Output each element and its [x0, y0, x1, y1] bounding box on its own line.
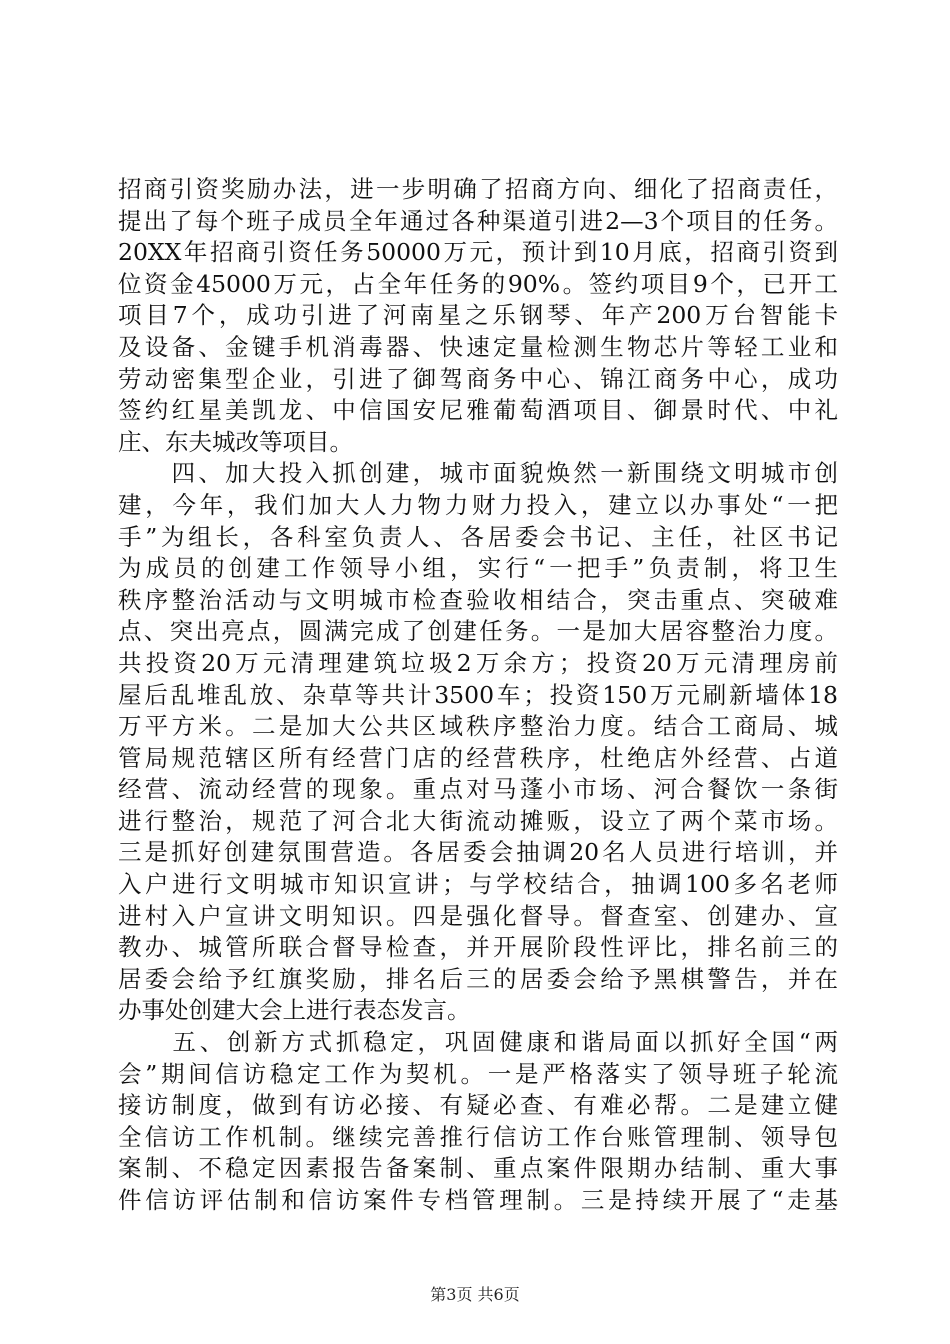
text-line: 屋后乱堆乱放、杂草等共计3500车；投资150万元刷新墙体18: [118, 680, 838, 709]
text-line: 管局规范辖区所有经营门店的经营秩序，杜绝店外经营、占道: [118, 743, 838, 772]
text-line: 劳动密集型企业，引进了御驾商务中心、锦江商务中心，成功: [118, 364, 838, 393]
text-line: 居委会给予红旗奖励，排名后三的居委会给予黑棋警告，并在: [118, 964, 838, 993]
text-line: 提出了每个班子成员全年通过各种渠道引进2—3个项目的任务。: [118, 206, 838, 235]
page-footer: 第3页 共6页: [430, 1285, 520, 1304]
text-line: 办事处创建大会上进行表态发言。: [118, 996, 471, 1025]
text-line: 共投资20万元清理建筑垃圾2万余方；投资20万元清理房前: [118, 648, 838, 677]
text-line: 建，今年，我们加大人力物力财力投入，建立以办事处“一把: [118, 490, 838, 519]
text-line: 全信访工作机制。继续完善推行信访工作台账管理制、领导包: [118, 1122, 838, 1151]
text-line: 项目7个，成功引进了河南星之乐钢琴、年产200万台智能卡: [118, 301, 838, 330]
text-line: 庄、东夫城改等项目。: [118, 427, 353, 456]
body-text: [118, 174, 838, 1217]
text-line: 位资金45000万元，占全年任务的90%。签约项目9个，已开工: [118, 269, 838, 298]
text-line: 教办、城管所联合督导检查，并开展阶段性评比，排名前三的: [118, 933, 838, 962]
text-line: 经营、流动经营的现象。重点对马蓬小市场、河合餐饮一条街: [118, 775, 838, 804]
text-line: 案制、不稳定因素报告备案制、重点案件限期办结制、重大事: [118, 1154, 838, 1183]
text-line: 入户进行文明城市知识宣讲；与学校结合，抽调100多名老师: [118, 870, 838, 899]
text-line: 签约红星美凯龙、中信国安尼雅葡萄酒项目、御景时代、中礼: [118, 396, 838, 425]
text-line: 秩序整治活动与文明城市检查验收相结合，突击重点、突破难: [118, 585, 838, 614]
text-line: 进行整治，规范了河合北大街流动摊贩，设立了两个菜市场。: [118, 806, 838, 835]
text-line: 三是抓好创建氛围营造。各居委会抽调20名人员进行培训，并: [118, 838, 838, 867]
text-line: 手”为组长，各科室负责人、各居委会书记、主任，社区书记: [118, 522, 838, 551]
text-line: 四、加大投入抓创建，城市面貌焕然一新围绕文明城市创: [118, 459, 838, 488]
text-line: 五、创新方式抓稳定，巩固健康和谐局面以抓好全国“两: [118, 1028, 838, 1057]
text-line: 接访制度，做到有访必接、有疑必查、有难必帮。二是建立健: [118, 1091, 838, 1120]
text-line: 为成员的创建工作领导小组，实行“一把手”负责制，将卫生: [118, 554, 838, 583]
text-line: 万平方米。二是加大公共区域秩序整治力度。结合工商局、城: [118, 712, 838, 741]
text-line: 点、突出亮点，圆满完成了创建任务。一是加大居容整治力度。: [118, 617, 838, 646]
text-line: 及设备、金键手机消毒器、快速定量检测生物芯片等轻工业和: [118, 332, 838, 361]
text-line: 20XX年招商引资任务50000万元，预计到10月底，招商引资到: [118, 238, 838, 267]
text-line: 件信访评估制和信访案件专档管理制。三是持续开展了“走基: [118, 1186, 838, 1214]
text-line: 进村入户宣讲文明知识。四是强化督导。督查室、创建办、宣: [118, 901, 838, 930]
text-line: 会”期间信访稳定工作为契机。一是严格落实了领导班子轮流: [118, 1059, 838, 1088]
text-line: 招商引资奖励办法，进一步明确了招商方向、细化了招商责任，: [118, 175, 838, 203]
